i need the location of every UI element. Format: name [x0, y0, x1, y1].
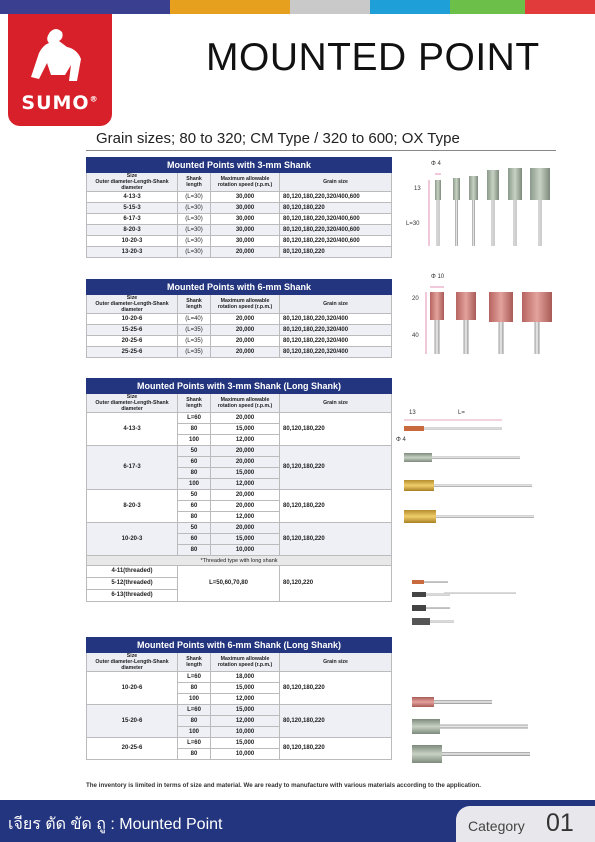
cell-grain: 80,120,180,220 [280, 672, 392, 705]
cell-shank: 60 [178, 534, 211, 545]
category-label: Category [468, 818, 525, 834]
cell-speed: 20,000 [211, 336, 280, 347]
cell-grain: 80,120,180,220,320/400,600 [280, 192, 392, 203]
col-header-size: Size Outer diameter-Length-Shank diameter [87, 653, 178, 672]
cell-shank: 50 [178, 490, 211, 501]
cell-size: 20-25-6 [87, 738, 178, 760]
cell-speed: 20,000 [211, 325, 280, 336]
dim-phi: Φ 4 [396, 437, 406, 443]
col-header-shank: Shank length [178, 173, 211, 192]
dim-height: 20 [412, 296, 419, 302]
cell-grain: 80,120,180,220 [280, 523, 392, 556]
cell-speed: 15,000 [211, 738, 280, 749]
cell-speed: 15,000 [211, 468, 280, 479]
cell-shank: (L=30) [178, 192, 211, 203]
dim-shank: 40 [412, 333, 419, 339]
table-title: Mounted Points with 3-mm Shank (Long Shank) [87, 379, 392, 394]
cell-grain: 80,120,180,220,320/400 [280, 314, 392, 325]
cell-grain: 80,120,180,220 [280, 446, 392, 490]
col-header-shank: Shank length [178, 295, 211, 314]
cell-shank: (L=30) [178, 214, 211, 225]
cell-grain: 80,120,180,220,320/400,600 [280, 225, 392, 236]
cell-grain: 80,120,180,220 [280, 705, 392, 738]
cell-speed: 30,000 [211, 214, 280, 225]
cell-speed: 30,000 [211, 203, 280, 214]
points-6mm-illustration [426, 287, 552, 354]
cell-size: 20-25-6 [87, 336, 178, 347]
cell-speed: 12,000 [211, 435, 280, 446]
cell-shank: 50 [178, 523, 211, 534]
cell-speed: 20,000 [211, 314, 280, 325]
cell-shank: 80 [178, 716, 211, 727]
cell-speed: 18,000 [211, 672, 280, 683]
cell-shank: (L=35) [178, 336, 211, 347]
cell-grain: 80,120,180,220,320/400,600 [280, 214, 392, 225]
cell-size: 6-13(threaded) [87, 590, 178, 602]
cell-speed: 15,000 [211, 705, 280, 716]
col-header-size: Size Outer diameter-Length-Shank diameter [87, 173, 178, 192]
cell-shank: 80 [178, 512, 211, 523]
cell-size: 10-20-6 [87, 672, 178, 705]
cell-size: 6-17-3 [87, 446, 178, 490]
cell-speed: 30,000 [211, 225, 280, 236]
table-title: Mounted Points with 3-mm Shank [87, 158, 392, 173]
table-title: Mounted Points with 6-mm Shank [87, 280, 392, 295]
cell-speed: 15,000 [211, 424, 280, 435]
col-header-speed: Maximum allowable rotation speed (r.p.m.) [211, 653, 280, 672]
cell-size: 4-13-3 [87, 192, 178, 203]
cell-speed: 15,000 [211, 683, 280, 694]
cell-grain: 80,120,180,220 [280, 247, 392, 258]
cell-shank: 100 [178, 727, 211, 738]
cell-speed: 10,000 [211, 545, 280, 556]
cell-size: 5-15-3 [87, 203, 178, 214]
cell-size: 25-25-6 [87, 347, 178, 358]
cell-shank: (L=30) [178, 203, 211, 214]
points-6mm-long-illustration [412, 697, 530, 763]
cell-grain: 80,120,220 [280, 566, 392, 602]
cell-shank: 80 [178, 545, 211, 556]
cell-speed: 20,000 [211, 501, 280, 512]
cell-shank: 60 [178, 501, 211, 512]
points-3mm-illustration [429, 168, 550, 246]
cell-shank: L=60 [178, 672, 211, 683]
footer-bar [0, 800, 595, 842]
cell-size: 13-20-3 [87, 247, 178, 258]
cell-speed: 12,000 [211, 716, 280, 727]
cell-shank: (L=30) [178, 236, 211, 247]
cell-size: 10-20-6 [87, 314, 178, 325]
col-header-speed: Maximum allowable rotation speed (r.p.m.) [211, 295, 280, 314]
cell-shank: 80 [178, 749, 211, 760]
cell-speed: 30,000 [211, 192, 280, 203]
page-title: MOUNTED POINT [206, 36, 540, 79]
cell-grain: 80,120,180,220,320/400 [280, 347, 392, 358]
cell-shank: 80 [178, 683, 211, 694]
cell-size: 10-20-3 [87, 523, 178, 556]
cell-speed: 20,000 [211, 247, 280, 258]
cell-grain: 80,120,180,220 [280, 413, 392, 446]
footnote: The inventory is limited in terms of size and material. We are ready to manufacture with various materials according to the application. [86, 782, 481, 789]
col-header-shank: Shank length [178, 394, 211, 413]
col-header-speed: Maximum allowable rotation speed (r.p.m.) [211, 173, 280, 192]
dim-length: 13 [409, 410, 416, 416]
cell-shank: L=60 [178, 413, 211, 424]
cell-speed: 10,000 [211, 727, 280, 738]
cell-shank: L=60 [178, 738, 211, 749]
cell-grain: 80,120,180,220,320/400,600 [280, 236, 392, 247]
footer-category-text: เจียร ตัด ขัด ถู : Mounted Point [8, 816, 223, 833]
cell-size: 8-20-3 [87, 490, 178, 523]
points-3mm-long-illustration [404, 420, 534, 625]
dim-shank: L= [458, 410, 465, 416]
threaded-note: *Threaded type with long shank [87, 556, 392, 566]
cell-size: 5-12(threaded) [87, 578, 178, 590]
cell-shank: L=50,60,70,80 [178, 566, 280, 602]
cell-grain: 80,120,180,220 [280, 738, 392, 760]
cell-size: 15-25-6 [87, 325, 178, 336]
dim-shank: L=30 [406, 221, 420, 227]
cell-shank: (L=30) [178, 247, 211, 258]
col-header-grain: Grain size [280, 295, 392, 314]
cell-shank: 80 [178, 468, 211, 479]
col-header-shank: Shank length [178, 653, 211, 672]
col-header-size: Size Outer diameter-Length-Shank diameter [87, 295, 178, 314]
cell-shank: (L=35) [178, 325, 211, 336]
cell-grain: 80,120,180,220 [280, 203, 392, 214]
cell-size: 15-20-6 [87, 705, 178, 738]
cell-shank: 60 [178, 457, 211, 468]
cell-shank: (L=40) [178, 314, 211, 325]
cell-grain: 80,120,180,220 [280, 490, 392, 523]
cell-speed: 20,000 [211, 413, 280, 424]
cell-speed: 12,000 [211, 512, 280, 523]
cell-shank: (L=30) [178, 225, 211, 236]
cell-speed: 20,000 [211, 347, 280, 358]
cell-grain: 80,120,180,220,320/400 [280, 325, 392, 336]
cell-grain: 80,120,180,220,320/400 [280, 336, 392, 347]
cell-shank: 50 [178, 446, 211, 457]
dim-height: 13 [414, 186, 421, 192]
cell-size: 4-11(threaded) [87, 566, 178, 578]
cell-speed: 15,000 [211, 534, 280, 545]
cell-shank: 100 [178, 435, 211, 446]
col-header-grain: Grain size [280, 173, 392, 192]
brand-name: SUMO® [21, 92, 99, 114]
cell-size: 4-13-3 [87, 413, 178, 446]
cell-shank: 100 [178, 694, 211, 705]
col-header-speed: Maximum allowable rotation speed (r.p.m.) [211, 394, 280, 413]
cell-speed: 30,000 [211, 236, 280, 247]
dim-phi: Φ 4 [431, 161, 441, 167]
col-header-size: Size Outer diameter-Length-Shank diameter [87, 394, 178, 413]
cell-speed: 12,000 [211, 479, 280, 490]
cell-speed: 10,000 [211, 749, 280, 760]
cell-speed: 20,000 [211, 457, 280, 468]
grain-subtitle: Grain sizes; 80 to 320; CM Type / 320 to 600; OX Type [96, 130, 460, 147]
cell-speed: 20,000 [211, 490, 280, 501]
cell-size: 6-17-3 [87, 214, 178, 225]
cell-size: 8-20-3 [87, 225, 178, 236]
col-header-grain: Grain size [280, 653, 392, 672]
cell-shank: 100 [178, 479, 211, 490]
cell-speed: 20,000 [211, 523, 280, 534]
cell-speed: 20,000 [211, 446, 280, 457]
cell-shank: (L=35) [178, 347, 211, 358]
cell-shank: L=60 [178, 705, 211, 716]
cell-speed: 12,000 [211, 694, 280, 705]
category-number: 01 [546, 809, 574, 837]
table-title: Mounted Points with 6-mm Shank (Long Shank) [87, 638, 392, 653]
dim-phi: Φ 10 [431, 274, 445, 280]
col-header-grain: Grain size [280, 394, 392, 413]
cell-size: 10-20-3 [87, 236, 178, 247]
cell-shank: 80 [178, 424, 211, 435]
